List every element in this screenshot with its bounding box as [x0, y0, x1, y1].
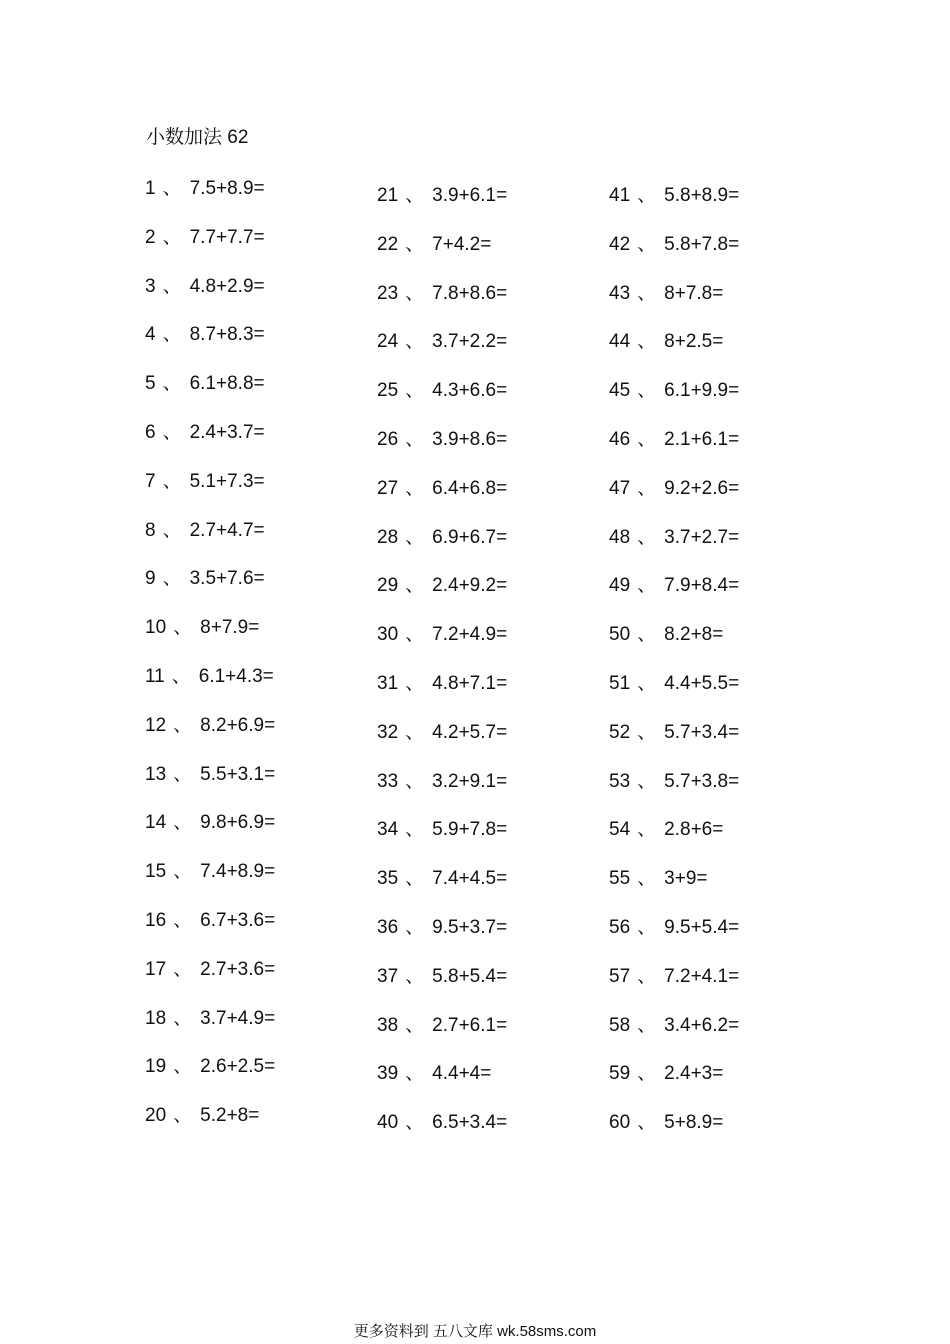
problem-separator: 、 — [173, 861, 193, 883]
problem-number: 5 — [145, 373, 156, 395]
problem-expression: 8.2+8= — [664, 624, 724, 646]
problem-expression: 6.9+6.7= — [432, 526, 508, 548]
problem-number: 43 — [609, 282, 631, 304]
problem-expression: 9.8+6.9= — [200, 812, 276, 834]
problem-expression: 6.1+4.3= — [198, 665, 274, 687]
problem-expression: 7.8+8.6= — [432, 282, 508, 304]
problem-item — [609, 621, 829, 670]
problem-separator: 、 — [173, 714, 193, 736]
problem-item — [609, 670, 829, 719]
problem-expression: 2.4+3= — [664, 1063, 724, 1085]
problem-item — [377, 1012, 597, 1061]
problem-item — [609, 1109, 829, 1158]
problem-number: 15 — [145, 861, 167, 883]
problem-item — [609, 377, 829, 426]
problem-number: 12 — [145, 714, 167, 736]
problem-number: 60 — [609, 1112, 631, 1134]
problem-separator: 、 — [637, 1112, 657, 1134]
problem-expression: 2.4+3.7= — [189, 421, 265, 443]
problem-number: 23 — [377, 282, 399, 304]
problem-separator: 、 — [637, 868, 657, 890]
problem-expression: 4.8+7.1= — [432, 672, 508, 694]
problem-item — [377, 1109, 597, 1158]
problem-number: 4 — [145, 324, 156, 346]
problem-number: 11 — [145, 665, 165, 687]
problem-item — [145, 321, 365, 370]
problem-expression: 5.7+3.4= — [664, 721, 740, 743]
problem-column-1 — [145, 175, 365, 1151]
problem-expression: 8.2+6.9= — [200, 714, 276, 736]
problem-item — [377, 914, 597, 963]
problem-number: 44 — [609, 331, 631, 353]
problem-separator: 、 — [637, 233, 657, 255]
problem-expression: 7+4.2= — [432, 233, 492, 255]
problem-expression: 6.4+6.8= — [432, 477, 508, 499]
problem-item — [145, 809, 365, 858]
problem-item — [377, 768, 597, 817]
problem-number: 25 — [377, 380, 399, 402]
problem-expression: 5.8+5.4= — [432, 965, 508, 987]
problem-item — [377, 670, 597, 719]
problem-expression: 7.9+8.4= — [664, 575, 740, 597]
problem-column-2 — [377, 182, 597, 1158]
problem-item — [377, 280, 597, 329]
problem-expression: 5.9+7.8= — [432, 819, 508, 841]
problem-expression: 8+7.8= — [664, 282, 724, 304]
problem-separator: 、 — [637, 721, 657, 743]
problem-item — [145, 517, 365, 566]
problem-expression: 5.7+3.8= — [664, 770, 740, 792]
problem-separator: 、 — [405, 819, 425, 841]
problem-number: 38 — [377, 1014, 399, 1036]
page-title: 小数加法 62 — [146, 127, 249, 148]
problem-number: 57 — [609, 965, 631, 987]
problem-expression: 3.7+2.7= — [664, 526, 740, 548]
problem-item — [377, 865, 597, 914]
problem-expression: 3.9+6.1= — [432, 185, 508, 206]
problem-number: 17 — [145, 958, 167, 980]
problem-number: 33 — [377, 770, 399, 792]
problem-separator: 、 — [405, 770, 425, 792]
problem-separator: 、 — [405, 672, 425, 694]
problem-separator: 、 — [637, 770, 657, 792]
problem-number: 1 — [145, 178, 156, 199]
problem-expression: 2.1+6.1= — [664, 428, 740, 450]
problem-item — [377, 524, 597, 573]
problem-number: 28 — [377, 526, 399, 548]
problem-number: 7 — [145, 470, 156, 492]
problem-expression: 6.1+9.9= — [664, 380, 740, 402]
problem-item — [145, 1005, 365, 1054]
problem-separator: 、 — [173, 1056, 193, 1078]
problem-separator: 、 — [637, 331, 657, 353]
problem-expression: 4.4+4= — [432, 1063, 492, 1085]
problem-separator: 、 — [173, 763, 193, 785]
problem-expression: 5.1+7.3= — [189, 470, 265, 492]
problem-item — [609, 914, 829, 963]
problem-item — [377, 231, 597, 280]
problem-number: 56 — [609, 916, 631, 938]
problem-item — [609, 524, 829, 573]
problem-number: 27 — [377, 477, 399, 499]
problem-item — [609, 865, 829, 914]
problem-expression: 5.5+3.1= — [200, 763, 276, 785]
footer-watermark[interactable]: 更多资料到 五八文库 wk.58sms.com — [353, 1323, 597, 1340]
problem-item — [609, 280, 829, 329]
problem-separator: 、 — [162, 568, 182, 590]
problem-number: 10 — [145, 617, 167, 639]
problem-item — [145, 858, 365, 907]
problem-expression: 9.2+2.6= — [664, 477, 740, 499]
problem-separator: 、 — [637, 575, 657, 597]
problem-separator: 、 — [162, 275, 182, 297]
problem-separator: 、 — [162, 470, 182, 492]
problem-item — [377, 621, 597, 670]
problem-separator: 、 — [173, 1105, 193, 1127]
problem-number: 13 — [145, 763, 167, 785]
problem-expression: 3.7+2.2= — [432, 331, 508, 353]
problem-separator: 、 — [637, 282, 657, 304]
problem-number: 34 — [377, 819, 399, 841]
problem-separator: 、 — [405, 233, 425, 255]
problem-number: 31 — [377, 672, 399, 694]
problem-number: 14 — [145, 812, 167, 834]
problem-item — [145, 273, 365, 322]
problem-separator: 、 — [637, 428, 657, 450]
problem-item — [609, 1012, 829, 1061]
problem-item — [145, 419, 365, 468]
problem-item — [609, 719, 829, 768]
problem-number: 30 — [377, 624, 399, 646]
problem-expression: 2.7+4.7= — [189, 519, 265, 541]
problem-separator: 、 — [405, 916, 425, 938]
problem-separator: 、 — [637, 624, 657, 646]
problem-item — [377, 1060, 597, 1109]
problem-item — [609, 231, 829, 280]
problem-expression: 5.8+8.9= — [664, 185, 740, 206]
problem-expression: 8.7+8.3= — [189, 324, 265, 346]
problem-separator: 、 — [637, 672, 657, 694]
problem-number: 48 — [609, 526, 631, 548]
problem-number: 35 — [377, 868, 399, 890]
problem-separator: 、 — [405, 380, 425, 402]
problem-expression: 7.4+4.5= — [432, 868, 508, 890]
problem-number: 51 — [609, 672, 631, 694]
problem-item — [145, 663, 365, 712]
problem-separator: 、 — [405, 526, 425, 548]
problem-number: 22 — [377, 233, 399, 255]
problem-item — [609, 182, 829, 231]
problem-number: 50 — [609, 624, 631, 646]
problem-expression: 3.7+4.9= — [200, 1007, 276, 1029]
problem-number: 24 — [377, 331, 399, 353]
problem-separator: 、 — [637, 1063, 657, 1085]
problem-expression: 3.2+9.1= — [432, 770, 508, 792]
problem-number: 3 — [145, 275, 156, 297]
problem-item — [145, 712, 365, 761]
problem-expression: 7.2+4.9= — [432, 624, 508, 646]
problem-number: 42 — [609, 233, 631, 255]
problem-number: 37 — [377, 965, 399, 987]
problem-separator: 、 — [405, 185, 425, 206]
problem-number: 53 — [609, 770, 631, 792]
problem-separator: 、 — [405, 868, 425, 890]
problem-number: 18 — [145, 1007, 167, 1029]
problem-number: 36 — [377, 916, 399, 938]
problem-expression: 2.7+6.1= — [432, 1014, 508, 1036]
problem-separator: 、 — [405, 331, 425, 353]
problem-item — [609, 816, 829, 865]
problem-item — [145, 907, 365, 956]
problem-expression: 5+8.9= — [664, 1112, 724, 1134]
problem-item — [145, 1102, 365, 1151]
problem-item — [145, 370, 365, 419]
problem-separator: 、 — [405, 1112, 425, 1134]
problem-item — [377, 719, 597, 768]
problem-expression: 5.8+7.8= — [664, 233, 740, 255]
problem-expression: 4.3+6.6= — [432, 380, 508, 402]
problem-number: 20 — [145, 1105, 167, 1127]
problem-item — [609, 963, 829, 1012]
problem-number: 45 — [609, 380, 631, 402]
problem-item — [609, 475, 829, 524]
problem-item — [145, 468, 365, 517]
problem-separator: 、 — [405, 477, 425, 499]
problem-separator: 、 — [405, 721, 425, 743]
problem-expression: 2.6+2.5= — [200, 1056, 276, 1078]
problem-number: 40 — [377, 1112, 399, 1134]
problem-separator: 、 — [637, 380, 657, 402]
problem-expression: 2.7+3.6= — [200, 958, 276, 980]
problem-separator: 、 — [405, 624, 425, 646]
problem-expression: 5.2+8= — [200, 1105, 260, 1127]
problem-separator: 、 — [637, 1014, 657, 1036]
problem-separator: 、 — [405, 575, 425, 597]
problem-item — [145, 956, 365, 1005]
problem-separator: 、 — [173, 812, 193, 834]
problem-separator: 、 — [173, 958, 193, 980]
problem-separator: 、 — [171, 665, 191, 687]
problem-item — [145, 175, 365, 224]
problem-item — [145, 761, 365, 810]
problem-separator: 、 — [173, 909, 193, 931]
problem-separator: 、 — [405, 428, 425, 450]
problem-number: 55 — [609, 868, 631, 890]
problem-number: 54 — [609, 819, 631, 841]
problem-expression: 7.5+8.9= — [189, 178, 265, 199]
problem-expression: 7.4+8.9= — [200, 861, 276, 883]
problem-item — [377, 475, 597, 524]
problem-number: 46 — [609, 428, 631, 450]
problem-item — [377, 182, 597, 231]
problem-separator: 、 — [162, 373, 182, 395]
problem-number: 59 — [609, 1063, 631, 1085]
problem-number: 26 — [377, 428, 399, 450]
problem-expression: 4.8+2.9= — [189, 275, 265, 297]
problem-number: 58 — [609, 1014, 631, 1036]
problem-expression: 8+7.9= — [200, 617, 260, 639]
problem-expression: 7.2+4.1= — [664, 965, 740, 987]
problem-number: 49 — [609, 575, 631, 597]
problem-separator: 、 — [637, 819, 657, 841]
problem-number: 8 — [145, 519, 156, 541]
problem-number: 2 — [145, 226, 156, 248]
problem-separator: 、 — [405, 282, 425, 304]
problem-expression: 9.5+5.4= — [664, 916, 740, 938]
problem-expression: 3+9= — [664, 868, 708, 890]
problem-number: 6 — [145, 421, 156, 443]
problem-item — [145, 614, 365, 663]
problem-separator: 、 — [162, 421, 182, 443]
problem-separator: 、 — [637, 526, 657, 548]
problem-expression: 7.7+7.7= — [189, 226, 265, 248]
problem-item — [377, 377, 597, 426]
problem-separator: 、 — [637, 916, 657, 938]
problem-separator: 、 — [637, 965, 657, 987]
problem-expression: 2.4+9.2= — [432, 575, 508, 597]
problem-item — [145, 565, 365, 614]
problem-expression: 8+2.5= — [664, 331, 724, 353]
problem-number: 21 — [377, 185, 399, 206]
problem-item — [377, 963, 597, 1012]
problem-separator: 、 — [162, 226, 182, 248]
problem-expression: 4.4+5.5= — [664, 672, 740, 694]
problem-item — [377, 426, 597, 475]
problem-item — [609, 768, 829, 817]
problem-number: 9 — [145, 568, 156, 590]
problem-expression: 6.1+8.8= — [189, 373, 265, 395]
problem-separator: 、 — [162, 519, 182, 541]
problem-expression: 6.5+3.4= — [432, 1112, 508, 1134]
problem-item — [377, 328, 597, 377]
problem-number: 39 — [377, 1063, 399, 1085]
problem-separator: 、 — [173, 1007, 193, 1029]
problem-number: 29 — [377, 575, 399, 597]
problem-number: 32 — [377, 721, 399, 743]
problem-item — [609, 1060, 829, 1109]
problem-number: 47 — [609, 477, 631, 499]
problem-number: 52 — [609, 721, 631, 743]
problem-expression: 6.7+3.6= — [200, 909, 276, 931]
problem-column-3 — [609, 182, 829, 1158]
problem-number: 19 — [145, 1056, 167, 1078]
problem-separator: 、 — [405, 965, 425, 987]
problem-item — [145, 1053, 365, 1102]
problem-item — [609, 328, 829, 377]
problem-expression: 3.5+7.6= — [189, 568, 265, 590]
problem-number: 41 — [609, 185, 631, 206]
problem-expression: 4.2+5.7= — [432, 721, 508, 743]
problem-separator: 、 — [162, 178, 182, 199]
problem-separator: 、 — [637, 185, 657, 206]
problem-separator: 、 — [173, 617, 193, 639]
problem-expression: 9.5+3.7= — [432, 916, 508, 938]
problem-separator: 、 — [637, 477, 657, 499]
problem-separator: 、 — [162, 324, 182, 346]
problem-item — [377, 572, 597, 621]
problem-item — [145, 224, 365, 273]
problem-expression: 3.9+8.6= — [432, 428, 508, 450]
problem-item — [609, 426, 829, 475]
problem-expression: 2.8+6= — [664, 819, 724, 841]
problem-expression: 3.4+6.2= — [664, 1014, 740, 1036]
problem-separator: 、 — [405, 1014, 425, 1036]
problem-item — [377, 816, 597, 865]
problem-separator: 、 — [405, 1063, 425, 1085]
problem-item — [609, 572, 829, 621]
problem-number: 16 — [145, 909, 167, 931]
